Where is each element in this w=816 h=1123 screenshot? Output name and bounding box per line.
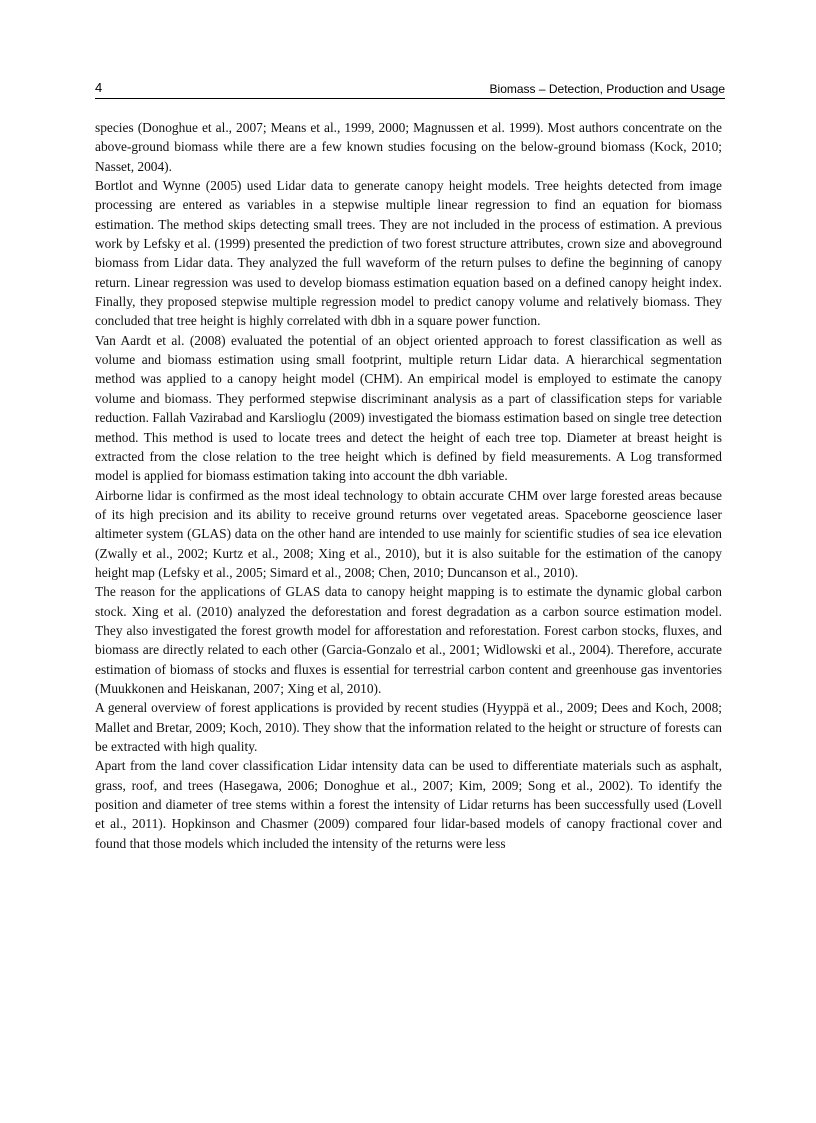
running-title: Biomass – Detection, Production and Usage xyxy=(489,82,725,96)
page-number: 4 xyxy=(95,80,103,95)
paragraph: species (Donoghue et al., 2007; Means et al., 1999, 2000; Magnussen et al. 1999). Most authors concentrate on the above-ground biomass while there are a few known studies focusing on the below-ground biomass (Kock, 2010; Nasset, 2004). xyxy=(95,120,722,174)
paragraph: Apart from the land cover classification Lidar intensity data can be used to differentiate materials such as asphalt, grass, roof, and trees (Hasegawa, 2006; Donoghue et al., 2007; Kim, 2009; Song et al., 2002). To identify the position and diameter of tree stems within a forest the intensity of Lidar returns has been successfully used (Lovell et al., 2011). Hopkinson and Chasmer (2009) compared four lidar-based models of canopy fractional cover and found that those models which included the intensity of the returns were less xyxy=(95,758,722,851)
paragraph: The reason for the applications of GLAS data to canopy height mapping is to estimate the dynamic global carbon stock. Xing et al. (2010) analyzed the deforestation and forest degradation as a carbon source estimation model. They also investigated the forest growth model for afforestation and reforestation. Forest carbon stocks, fluxes, and biomass are directly related to each other (Garcia-Gonzalo et al., 2001; Widlowski et al., 2004). Therefore, accurate estimation of biomass of stocks and fluxes is essential for terrestrial carbon content and greenhouse gas inventories (Muukkonen and Heiskanan, 2007; Xing et al, 2010). xyxy=(95,584,722,696)
paragraph: Van Aardt et al. (2008) evaluated the potential of an object oriented approach to forest classification as well as volume and biomass estimation using small footprint, multiple return Lidar data. A hierarchical segmentation method was applied to a canopy height model (CHM). An empirical model is employed to estimate the canopy volume and biomass. They performed stepwise discriminant analysis as a part of classification steps for variable reduction. Fallah Vazirabad and Karslioglu (2009) investigated the biomass estimation based on single tree detection method. This method is used to locate trees and detect the height of each tree top. Diameter at breast height is extracted from the close relation to the tree height which is defined by field measurements. A Log transformed model is applied for biomass estimation taking into account the dbh variable. xyxy=(95,332,722,484)
paragraph: Bortlot and Wynne (2005) used Lidar data to generate canopy height models. Tree heights detected from image processing are entered as variables in a stepwise multiple linear regression to find an equation for biomass estimation. The method skips detecting small trees. They are not included in the process of estimation. A previous work by Lefsky et al. (1999) presented the prediction of two forest structure attributes, crown size and aboveground biomass from Lidar data. They analyzed the full waveform of the return pulses to define the beginning of canopy return. Linear regression was used to develop biomass estimation equation based on a defined canopy height index. Finally, they proposed stepwise multiple regression model to predict canopy volume and relatively biomass. They concluded that tree height is highly correlated with dbh in a square power function. xyxy=(95,178,722,329)
page-header xyxy=(95,80,725,99)
paragraph: Airborne lidar is confirmed as the most ideal technology to obtain accurate CHM over large forested areas because of its high precision and its ability to receive ground returns over vegetated areas. Spaceborne geoscience laser altimeter system (GLAS) data on the other hand are intended to use mainly for scientific studies of sea ice elevation (Zwally et al., 2002; Kurtz et al., 2008; Xing et al., 2010), but it is also suitable for the estimation of the canopy height map (Lefsky et al., 2005; Simard et al., 2008; Chen, 2010; Duncanson et al., 2010). xyxy=(95,487,722,580)
paragraph: A general overview of forest applications is provided by recent studies (Hyyppä et al., 2009; Dees and Koch, 2008; Mallet and Bretar, 2009; Koch, 2010). They show that the information related to the height or structure of forests can be extracted with high quality. xyxy=(95,700,722,754)
body-text xyxy=(95,118,722,853)
